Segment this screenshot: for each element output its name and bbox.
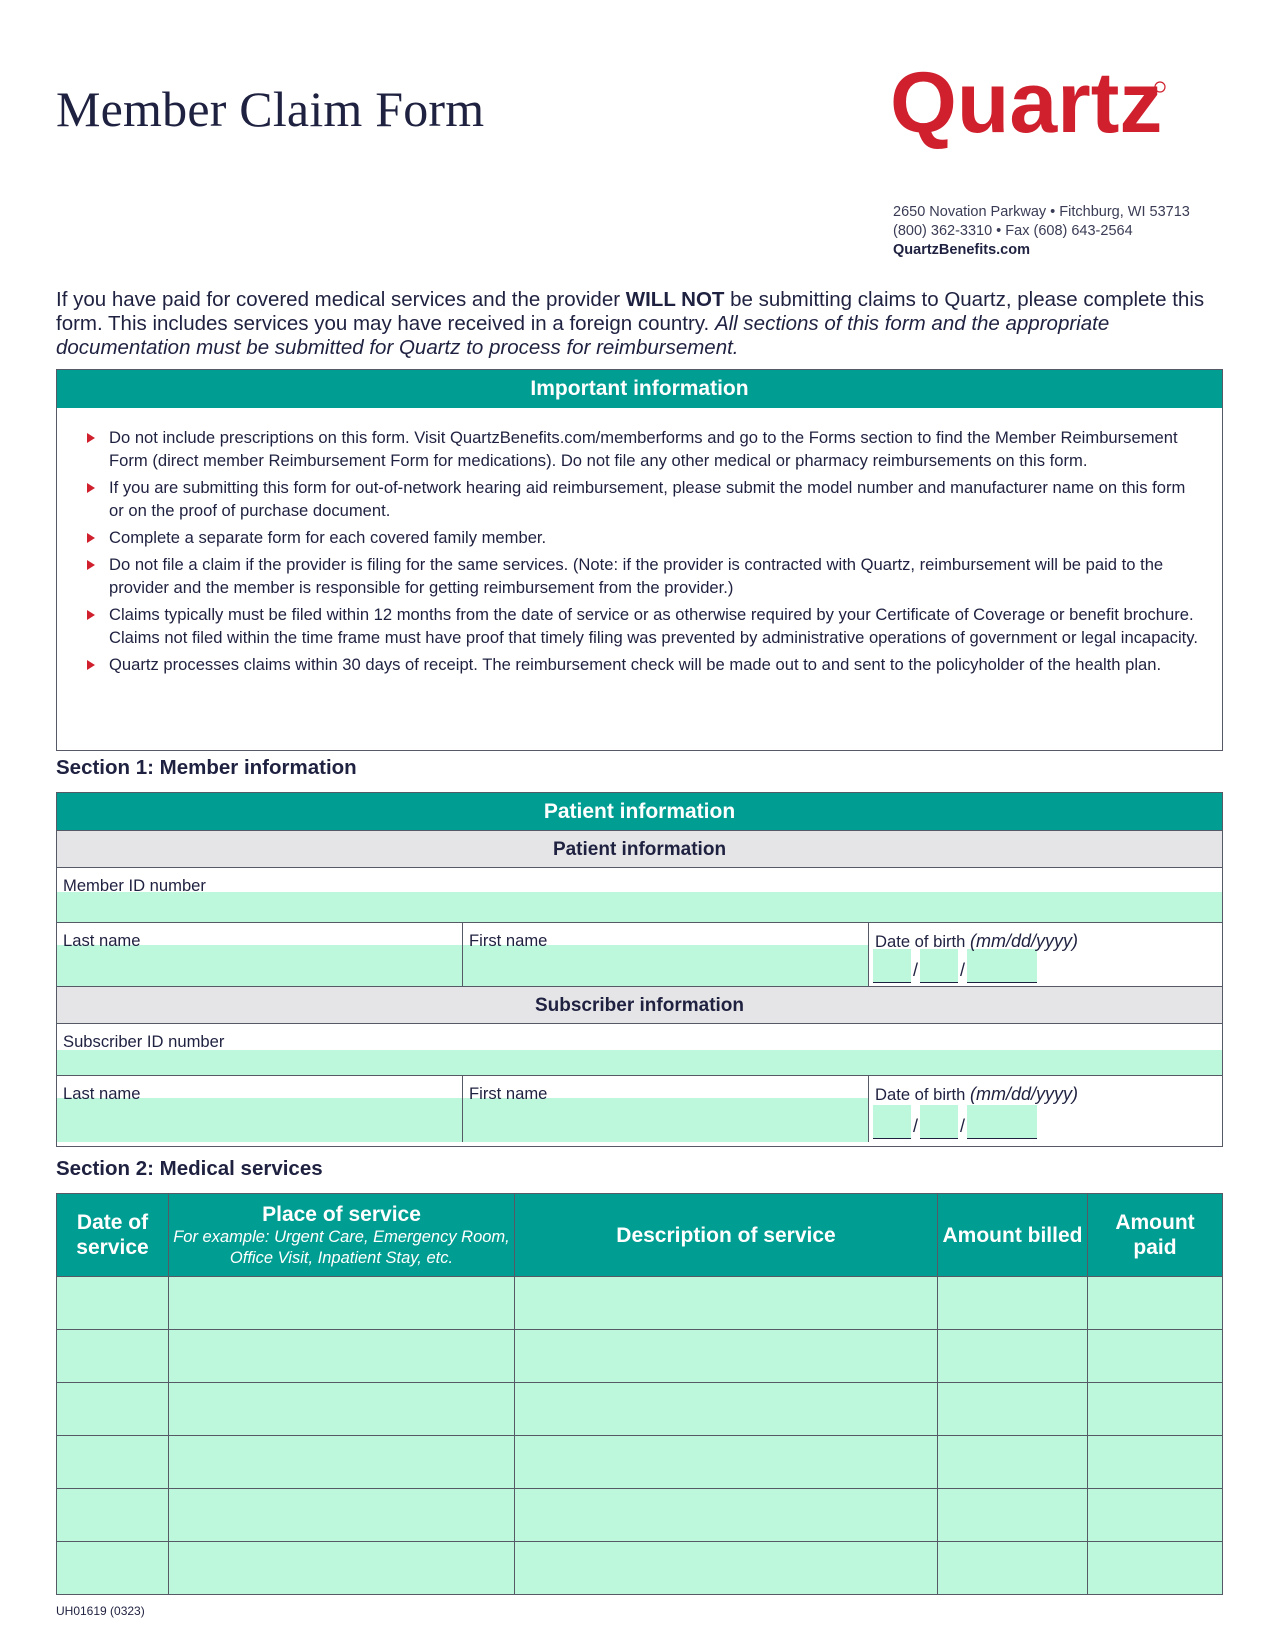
subscriber-last-name-field[interactable] [57,1076,463,1142]
bullet-triangle-icon [87,433,95,443]
last-name-label: Last name [63,1084,141,1103]
dob-label: Date of birth (mm/dd/yyyy) [875,1084,1079,1104]
bullet-triangle-icon [87,483,95,493]
patient-box-heading: Patient information [57,793,1222,831]
first-name-label: First name [469,1084,548,1103]
table-row [57,1330,1223,1383]
subscriber-dob-year-input[interactable] [967,1105,1037,1139]
subscriber-dob-inputs: / / [873,1105,1037,1139]
table-header-row [57,1194,1223,1277]
subscriber-dob-month-input[interactable] [873,1105,911,1139]
description-of-service-input[interactable] [515,1383,938,1436]
amount-paid-input[interactable] [1088,1330,1223,1383]
place-of-service-example: For example: Urgent Care, Emergency Room, Office Visit, Inpatient Stay, etc. [173,1227,510,1267]
form-code: UH01619 (0323) [56,1604,145,1618]
amount-paid-input[interactable] [1088,1542,1223,1595]
section-1-title: Section 1: Member information [56,756,357,779]
description-of-service-input[interactable] [515,1542,938,1595]
date-of-service-input[interactable] [57,1489,169,1542]
amount-billed-input[interactable] [938,1330,1088,1383]
list-item: If you are submitting this form for out-of-network hearing aid reimbursement, please submit the model number and manufacturer name on this form or on the proof of purchase document. [75,476,1204,522]
member-id-input[interactable] [57,892,1222,922]
last-name-label: Last name [63,931,141,950]
amount-paid-input[interactable] [1088,1489,1223,1542]
website-link[interactable]: QuartzBenefits.com [893,242,1030,258]
table-row [57,1383,1223,1436]
section-2-title: Section 2: Medical services [56,1157,323,1180]
list-item: Do not file a claim if the provider is filing for the same services. (Note: if the provider is contracted with Quartz, reimbursement will be paid to the provider and the member is responsible for getting reimbursement from the provider.) [75,553,1204,599]
list-item: Quartz processes claims within 30 days of receipt. The reimbursement check will be made out to and sent to the policyholder of the health plan. [75,653,1204,676]
intro-requirement: All sections of this form and the appropriate documentation must be submitted for Quartz to process for reimbursement. [56,312,1110,359]
place-of-service-input[interactable] [169,1277,515,1330]
patient-dob-month-input[interactable] [873,949,911,983]
bullet-triangle-icon [87,560,95,570]
patient-dob-year-input[interactable] [967,949,1037,983]
subscriber-id-input[interactable] [57,1050,1222,1075]
important-information-heading: Important information [57,370,1222,408]
subscriber-name-row [57,1076,1222,1142]
subscriber-id-field[interactable] [57,1024,1222,1075]
page-title: Member Claim Form [56,81,485,137]
first-name-label: First name [469,931,548,950]
subscriber-dob-field [869,1076,1222,1142]
important-information-box [56,369,1223,751]
column-date-of-service: Date of service [57,1194,169,1277]
quartz-logo [890,60,1170,160]
amount-paid-input[interactable] [1088,1277,1223,1330]
list-item: Do not include prescriptions on this form. Visit QuartzBenefits.com/memberforms and go to the Forms section to find the Member Reimbursement Form (direct member Reimbursement Form for medications). Do not file any other medical or pharmacy reimbursements on this form. [75,426,1204,472]
place-of-service-input[interactable] [169,1489,515,1542]
patient-last-name-input[interactable] [57,945,462,986]
intro-text-2: be submitting claims to Quartz, please complete this form. This includes services you may have received in a foreign country. [56,288,1205,335]
date-of-service-input[interactable] [57,1436,169,1489]
intro-paragraph [56,288,1236,360]
amount-billed-input[interactable] [938,1383,1088,1436]
place-of-service-input[interactable] [169,1436,515,1489]
dob-label: Date of birth (mm/dd/yyyy) [875,931,1079,951]
column-place-of-service: Place of service For example: Urgent Care, Emergency Room, Office Visit, Inpatient Stay, etc. [169,1194,515,1277]
phone-fax-line: (800) 362-3310 • Fax (608) 643-2564 [893,223,1133,239]
list-item: Complete a separate form for each covered family member. [75,526,1204,549]
amount-billed-input[interactable] [938,1277,1088,1330]
patient-information-box [56,792,1223,1147]
column-amount-paid: Amount paid [1088,1194,1223,1277]
subscriber-subheading: Subscriber information [57,987,1222,1024]
place-of-service-input[interactable] [169,1542,515,1595]
date-of-service-input[interactable] [57,1542,169,1595]
description-of-service-input[interactable] [515,1330,938,1383]
amount-billed-input[interactable] [938,1489,1088,1542]
patient-dob-field [869,923,1222,986]
subscriber-first-name-input[interactable] [463,1098,868,1142]
important-information-list [57,408,1222,676]
patient-name-row [57,923,1222,987]
subscriber-id-label: Subscriber ID number [63,1032,225,1051]
table-row [57,1489,1223,1542]
medical-services-body [57,1277,1223,1595]
medical-services-table [56,1193,1223,1595]
contact-address [893,203,1190,260]
description-of-service-input[interactable] [515,1277,938,1330]
logo-wordmark: Quartz [890,60,1163,151]
table-row [57,1436,1223,1489]
table-row [57,1542,1223,1595]
patient-first-name-field[interactable] [463,923,869,986]
date-of-service-input[interactable] [57,1277,169,1330]
member-id-field[interactable] [57,868,1222,922]
date-of-service-input[interactable] [57,1330,169,1383]
patient-first-name-input[interactable] [463,945,868,986]
patient-dob-inputs: / / [873,949,1037,983]
column-description-of-service: Description of service [515,1194,938,1277]
subscriber-first-name-field[interactable] [463,1076,869,1142]
amount-billed-input[interactable] [938,1436,1088,1489]
amount-paid-input[interactable] [1088,1383,1223,1436]
intro-emphasis: WILL NOT [625,288,725,311]
patient-subheading: Patient information [57,831,1222,868]
bullet-triangle-icon [87,533,95,543]
patient-last-name-field[interactable] [57,923,463,986]
member-id-label: Member ID number [63,876,206,895]
patient-dob-day-input[interactable] [920,949,958,983]
bullet-triangle-icon [87,610,95,620]
member-id-row [57,868,1222,923]
address-line: 2650 Novation Parkway • Fitchburg, WI 53713 [893,204,1190,220]
list-item: Claims typically must be filed within 12 months from the date of service or as otherwise required by your Certificate of Coverage or benefit brochure. Claims not filed within the time frame must have proof that timely filing was prevented by administrative operations of government or legal incapacity. [75,603,1204,649]
intro-text: If you have paid for covered medical services and the provider [56,288,626,311]
description-of-service-input[interactable] [515,1436,938,1489]
place-of-service-input[interactable] [169,1383,515,1436]
bullet-triangle-icon [87,660,95,670]
amount-billed-input[interactable] [938,1542,1088,1595]
subscriber-dob-day-input[interactable] [920,1105,958,1139]
place-of-service-input[interactable] [169,1330,515,1383]
date-of-service-input[interactable] [57,1383,169,1436]
subscriber-last-name-input[interactable] [57,1098,462,1142]
subscriber-id-row [57,1024,1222,1076]
description-of-service-input[interactable] [515,1489,938,1542]
table-row [57,1277,1223,1330]
amount-paid-input[interactable] [1088,1436,1223,1489]
column-amount-billed: Amount billed [938,1194,1088,1277]
